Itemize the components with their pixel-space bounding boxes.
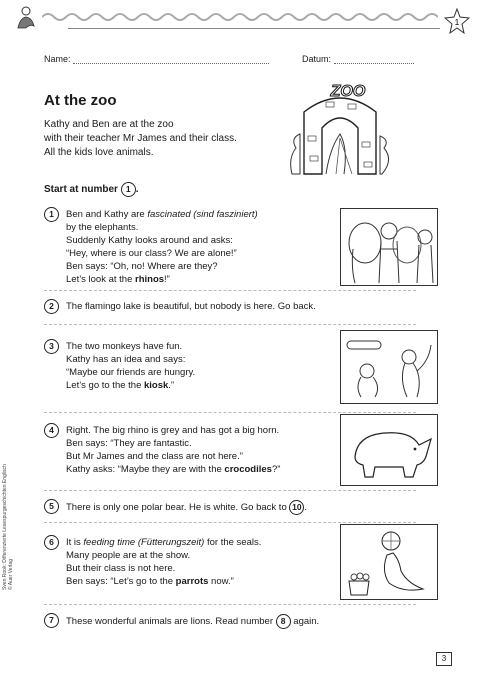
step-text [66, 340, 336, 392]
step-line: by the elephants. [66, 222, 139, 233]
intro-line: All the kids love animals. [44, 147, 154, 158]
step-line: There is only one polar bear. He is white. Go back to [66, 502, 287, 514]
divider [44, 490, 416, 491]
step-line: “Hey, where is our class? We are alone!” [66, 248, 237, 259]
star-icon [444, 8, 470, 34]
name-field[interactable] [44, 54, 269, 64]
step-line: Ben says: “They are fantastic. [66, 438, 192, 449]
reference-number: 10 [289, 500, 304, 515]
step-line: Ben says: “Let’s go to the parrots now.” [66, 576, 234, 587]
page-number: 3 [436, 652, 452, 666]
step-line: Right. The big rhino is grey and has got a big horn. [66, 425, 280, 436]
date-label: Datum: [302, 54, 332, 64]
step-line: These wonderful animals are lions. Read number [66, 616, 273, 628]
step-line: Ben says: “Oh, no! Where are they? [66, 261, 218, 272]
step-line: But Mr James and the class are not here.” [66, 451, 243, 462]
step-line: Let’s look at the rhinos!” [66, 274, 170, 285]
divider [44, 290, 416, 291]
step-line: Suddenly Kathy looks around and asks: [66, 235, 233, 246]
step-line: Many people are at the show. [66, 550, 191, 561]
header-wave-icon [42, 10, 438, 24]
name-line[interactable] [73, 55, 269, 64]
divider [44, 522, 416, 523]
step-number: 3 [44, 339, 59, 354]
rhino-illustration [340, 414, 438, 486]
zoo-sign: ZOO [330, 83, 366, 100]
step-number: 5 [44, 499, 59, 514]
step-line: It is feeding time (Fütterungszeit) for the seals. [66, 537, 262, 548]
intro-text [44, 118, 237, 160]
divider [44, 324, 416, 325]
intro-line: with their teacher Mr James and their class. [44, 133, 237, 144]
step-line: The flamingo lake is beautiful, but nobody is here. Go back. [66, 301, 316, 312]
unit-number: 1 [454, 18, 460, 27]
header-rule [68, 28, 440, 29]
date-line[interactable] [334, 55, 414, 64]
step-tail: again. [293, 616, 320, 628]
intro-line: Kathy and Ben are at the zoo [44, 119, 174, 130]
zoo-gate-illustration [286, 78, 396, 178]
step-text: There is only one polar bear. He is white. Go back to 10 . [66, 502, 308, 514]
date-field[interactable] [302, 54, 414, 64]
step-number: 2 [44, 299, 59, 314]
step-line: Kathy has an idea and says: [66, 354, 186, 365]
step-number: 7 [44, 613, 59, 628]
credit-line: © Auer Verlag [8, 559, 14, 590]
step-number: 6 [44, 535, 59, 550]
step-line: Ben and Kathy are fascinated (sind fasziniert) [66, 209, 258, 220]
step-line: Let’s go to the the kiosk.” [66, 380, 175, 391]
step-text [66, 300, 446, 313]
name-label: Name: [44, 54, 71, 64]
start-label: Start at number [44, 184, 118, 196]
step-line: But their class is not here. [66, 563, 176, 574]
step-line: The two monkeys have fun. [66, 341, 183, 352]
publisher-credit [2, 464, 14, 590]
divider [44, 604, 416, 605]
step-text [66, 424, 336, 476]
credit-line: Sven Rook: Differenzierte Lesespurgeschichten Englisch [2, 464, 8, 590]
step-line: Kathy asks: “Maybe they are with the crocodiles?” [66, 464, 281, 475]
monkeys-illustration [340, 330, 438, 404]
step-text [66, 536, 336, 588]
elephants-kids-illustration [340, 208, 438, 286]
reference-number: 8 [276, 614, 291, 629]
step-number: 4 [44, 423, 59, 438]
start-instruction: Start at number 1 . [44, 184, 139, 196]
seal-ball-icon [14, 6, 40, 30]
page-title: At the zoo [44, 92, 117, 109]
step-text [66, 614, 446, 629]
step-number: 1 [44, 207, 59, 222]
header-band [8, 4, 458, 32]
step-line: “Maybe our friends are hungry. [66, 367, 196, 378]
divider [44, 412, 416, 413]
step-text [66, 208, 336, 286]
seal-show-illustration [340, 524, 438, 600]
start-number: 1 [121, 182, 136, 197]
